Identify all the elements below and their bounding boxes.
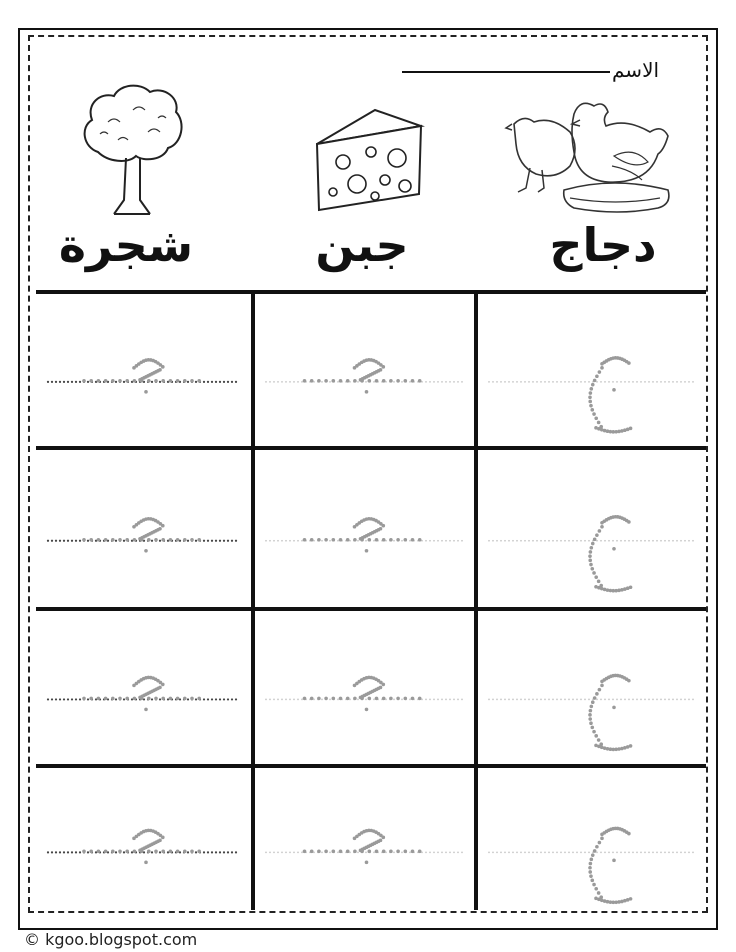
trace-cell-initial-form[interactable] [258,770,471,912]
trace-cell-medial-form[interactable] [40,452,248,605]
grid-top-line [36,290,706,294]
grid-row-line-2 [36,607,706,611]
trace-cell-isolated-form[interactable] [481,770,703,912]
tree-icon [78,82,188,222]
grid-col-line-2 [474,292,478,910]
word-cheese: جبن [315,218,409,272]
word-chicken: دجاج [549,218,657,272]
trace-cell-initial-form[interactable] [258,296,471,444]
trace-cell-isolated-form[interactable] [481,613,703,762]
trace-cell-initial-form[interactable] [258,613,471,762]
name-input-line[interactable] [402,71,610,73]
trace-cell-isolated-form[interactable] [481,452,703,605]
grid-row-line-1 [36,446,706,450]
word-tree: شجرة [58,218,194,272]
chickens-icon [494,94,670,214]
cheese-icon [313,106,425,214]
trace-cell-medial-form[interactable] [40,613,248,762]
grid-col-line-1 [251,292,255,910]
trace-cell-initial-form[interactable] [258,452,471,605]
trace-cell-medial-form[interactable] [40,770,248,912]
grid-row-line-3 [36,764,706,768]
trace-cell-medial-form[interactable] [40,296,248,444]
name-label: الاسم [612,58,660,82]
trace-cell-isolated-form[interactable] [481,296,703,444]
copyright-footer: © kgoo.blogspot.com [24,930,198,949]
